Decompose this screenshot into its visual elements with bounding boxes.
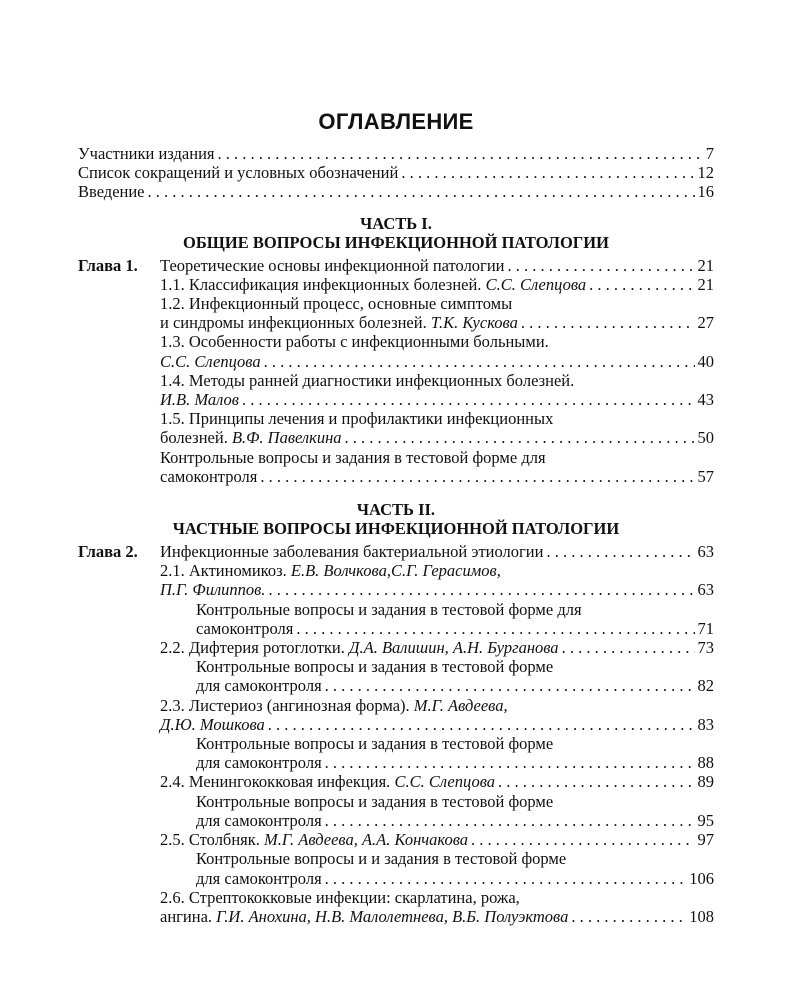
leader-dots: [401, 163, 694, 182]
entry-page: 97: [697, 830, 714, 850]
entry-label: Контрольные вопросы и задания в тестовой форме: [196, 657, 554, 677]
entry-label: 2.5. Столбняк. М.Г. Авдеева, А.А. Кончакова: [160, 830, 469, 850]
leader-dots: [589, 275, 694, 294]
entry-label: для самоконтроля: [196, 676, 322, 696]
entry-page: 63: [697, 580, 714, 600]
entry-label: Контрольные вопросы и задания в тестовой форме: [196, 791, 554, 811]
entry-label: болезней. В.Ф. Павелкина: [160, 428, 342, 448]
entry-label: Контрольные вопросы и задания в тестовой форме: [196, 734, 554, 754]
entry-page: 43: [697, 390, 714, 410]
entry-page: 82: [697, 676, 714, 696]
leader-dots: [325, 811, 695, 830]
entry-author: П.Г. Филиппов.: [160, 580, 266, 600]
leader-dots: [546, 542, 694, 561]
entry-label: 1.3. Особенности работы с инфекционными больными.: [160, 332, 549, 352]
section-2-2: [160, 638, 714, 657]
entry-page: 108: [689, 906, 714, 926]
chapter-1: [78, 256, 714, 486]
entry-page: 73: [697, 638, 714, 658]
entry-label: и синдромы инфекционных болезней. Т.К. Кускова: [160, 313, 518, 333]
entry-label: для самоконтроля: [196, 810, 322, 830]
entry-label: 2.2. Дифтерия ротоглотки. Д.А. Валишин, А.Н. Бурганова: [160, 638, 559, 658]
entry-label: Список сокращений и условных обозначений: [78, 163, 399, 183]
chapter-label: Глава 1.: [78, 255, 138, 275]
front-matter: [78, 144, 714, 202]
entry-label: Контрольные вопросы и и задания в тестовой форме: [196, 849, 567, 869]
part-number: ЧАСТЬ II.: [356, 500, 436, 520]
part-number: ЧАСТЬ I.: [360, 213, 432, 233]
section-2-3: [160, 696, 714, 734]
toc-entry: [78, 182, 714, 201]
entry-label: Участники издания: [78, 144, 215, 163]
leader-dots: [325, 869, 687, 888]
leader-dots: [268, 580, 694, 599]
entry-label: 1.5. Принципы лечения и профилактики инфекционных: [160, 409, 554, 429]
chapter-title-entry: [160, 542, 714, 561]
entry-label: Контрольные вопросы и задания в тестовой форме для: [196, 599, 582, 619]
entry-label: 2.4. Менингококковая инфекция. С.С. Слепцова: [160, 772, 496, 792]
control-questions: [160, 600, 714, 638]
chapter-title-entry: [160, 256, 714, 275]
entry-page: 106: [689, 868, 714, 888]
entry-label: Введение: [78, 182, 145, 202]
section-2-1: [160, 561, 714, 599]
entry-label: Контрольные вопросы и задания в тестовой форме для: [160, 447, 546, 467]
section-2-4: [160, 772, 714, 791]
leader-dots: [508, 256, 695, 275]
entry-label: самоконтроля: [196, 618, 294, 638]
leader-dots: [242, 390, 695, 409]
entry-label: 1.1. Классификация инфекционных болезней. С.С. Слепцова: [160, 274, 587, 294]
entry-label: ангина. Г.И. Анохина, Н.В. Малолетнева, В.Б. Полуэктова: [160, 906, 569, 926]
leader-dots: [325, 676, 695, 695]
chapter-label: Глава 2.: [78, 542, 138, 562]
control-questions: [160, 448, 714, 486]
section-1-4: [160, 371, 714, 409]
leader-dots: [345, 428, 695, 447]
entry-label: 2.6. Стрептококковые инфекции: скарлатина, рожа,: [160, 887, 520, 907]
leader-dots: [562, 638, 695, 657]
entry-label: для самоконтроля: [196, 868, 322, 888]
entry-page: 27: [697, 313, 714, 333]
toc-entry: [78, 163, 714, 182]
entry-page: 95: [697, 810, 714, 830]
section-2-6: [160, 888, 714, 926]
toc-page: [78, 108, 714, 926]
chapter-title: Теоретические основы инфекционной патологии: [160, 255, 505, 275]
page-title: ОГЛАВЛЕНИЕ: [318, 109, 474, 134]
entry-page: 7: [705, 144, 714, 163]
entry-author: Д.Ю. Мошкова: [160, 714, 265, 734]
leader-dots: [296, 619, 694, 638]
entry-page: 12: [697, 163, 714, 183]
section-2-5: [160, 830, 714, 849]
section-1-5: [160, 409, 714, 447]
entry-page: 83: [697, 714, 714, 734]
control-questions: [160, 792, 714, 830]
entry-label: 2.3. Листериоз (ангинозная форма). М.Г. Авдеева,: [160, 695, 508, 715]
entry-label: 2.1. Актиномикоз. Е.В. Волчкова,С.Г. Герасимов,: [160, 561, 501, 581]
entry-label: для самоконтроля: [196, 753, 322, 773]
entry-page: 40: [697, 351, 714, 371]
entry-page: 21: [697, 274, 714, 294]
leader-dots: [260, 467, 694, 486]
toc-entry: [78, 144, 714, 163]
section-1-2: [160, 294, 714, 332]
part-1-heading: [78, 214, 714, 252]
section-1-1: [160, 275, 714, 294]
entry-page: 16: [697, 182, 714, 202]
control-questions: [160, 734, 714, 772]
leader-dots: [498, 772, 694, 791]
entry-author: И.В. Малов: [160, 390, 239, 410]
entry-page: 21: [697, 255, 714, 275]
section-1-3: [160, 332, 714, 370]
leader-dots: [521, 313, 695, 332]
entry-label: самоконтроля: [160, 466, 258, 486]
part-2-heading: [78, 500, 714, 538]
entry-page: 89: [697, 772, 714, 792]
control-questions: [160, 849, 714, 887]
leader-dots: [264, 352, 695, 371]
part-title: ОБЩИЕ ВОПРОСЫ ИНФЕКЦИОННОЙ ПАТОЛОГИИ: [183, 232, 609, 252]
entry-label: 1.2. Инфекционный процесс, основные симптомы: [160, 294, 513, 314]
chapter-title: Инфекционные заболевания бактериальной этиологии: [160, 542, 544, 562]
leader-dots: [148, 182, 695, 201]
entry-page: 71: [697, 618, 714, 638]
entry-page: 57: [697, 466, 714, 486]
entry-page: 88: [697, 753, 714, 773]
control-questions: [160, 657, 714, 695]
leader-dots: [268, 715, 695, 734]
entry-author: С.С. Слепцова: [160, 351, 261, 371]
entry-page: 50: [697, 428, 714, 448]
entry-page: 63: [697, 542, 714, 562]
leader-dots: [471, 830, 694, 849]
chapter-2: [78, 542, 714, 926]
leader-dots: [218, 144, 703, 163]
part-title: ЧАСТНЫЕ ВОПРОСЫ ИНФЕКЦИОННОЙ ПАТОЛОГИИ: [172, 519, 620, 539]
entry-label: 1.4. Методы ранней диагностики инфекционных болезней.: [160, 370, 575, 390]
leader-dots: [571, 907, 686, 926]
leader-dots: [325, 753, 695, 772]
